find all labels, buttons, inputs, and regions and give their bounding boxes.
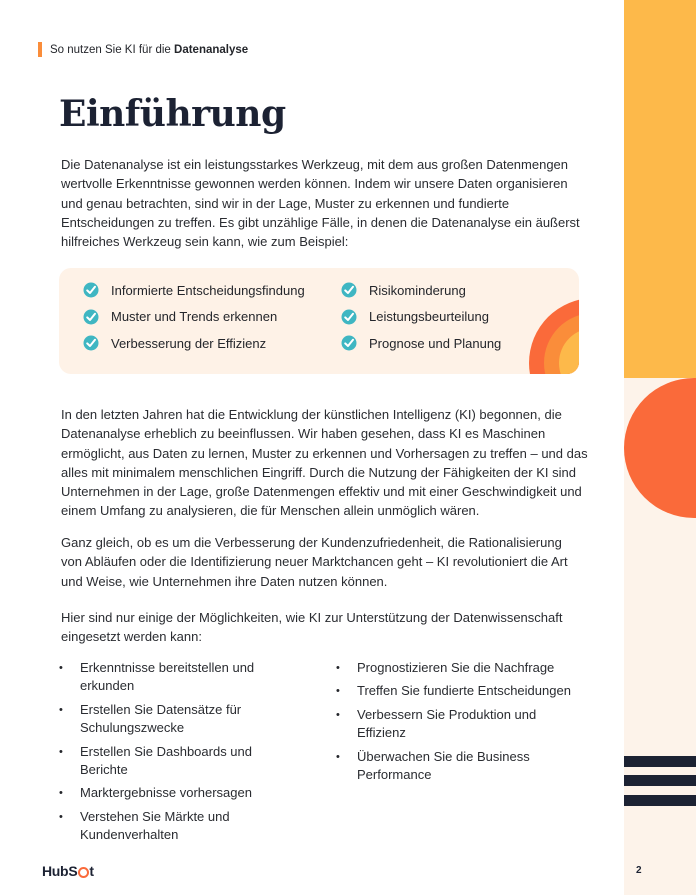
ai-paragraph: In den letzten Jahren hat die Entwicklung der künstlichen Intelligenz (KI) begonnen, die Datenanalyse erheblich zu beeinflussen. Wir haben gesehen, dass KI es Maschinen ermöglicht, aus Daten zu lernen, Muster zu erkennen und Vorhersagen zu treffen – und das alles mit minimalem menschlichen Eingriff. Durch die Nutzung der Fähigkeiten der KI sind Unternehmen in der Lage, große Datenmengen effektiv und mit einer Geschwindigkeit und einem Umfang zu analysieren, die für Menschen allein unmöglich wären.	[61, 407, 588, 519]
list-item: • Prognostizieren Sie die Nachfrage	[336, 659, 586, 677]
impact-paragraph: Ganz gleich, ob es um die Verbesserung der Kundenzufriedenheit, die Rationalisierung von Abläufen oder die Identifizierung neuer Marktchancen geht – KI revolutioniert die Art und Weise, wie Unternehmen ihre Daten nutzen können.	[61, 535, 568, 589]
header-accent-bar	[38, 42, 42, 57]
intro-paragraph: Die Datenanalyse ist ein leistungsstarkes Werkzeug, mit dem aus großen Datenmengen wertvolle Erkenntnisse gewonnen werden können. Indem wir unsere Daten organisieren und genau betrachten, sind wir in der Lage, Muster zu erkennen und fundierte Entscheidungen zu treffen. Es gibt unzählige Fälle, in denen die Datenanalyse ein äußerst hilfreiches Werkzeug sein kann, wie zum Beispiel:	[61, 157, 580, 250]
side-orange-arc	[624, 378, 696, 518]
check-icon	[83, 335, 99, 351]
stripe-3	[624, 795, 696, 806]
stripe-2	[624, 775, 696, 786]
logo-sprocket-icon	[78, 867, 89, 878]
list-item: • Erstellen Sie Datensätze für Schulungszwecke	[59, 701, 289, 738]
benefits-box	[59, 268, 579, 374]
check-icon	[341, 335, 357, 351]
check-icon	[341, 309, 357, 325]
list-item: • Erkenntnisse bereitstellen und erkunden	[59, 659, 289, 696]
list-item: • Treffen Sie fundierte Entscheidungen	[336, 682, 586, 700]
list-left	[59, 659, 289, 850]
header-bold: Datenanalyse	[174, 43, 249, 56]
stripe-1	[624, 756, 696, 767]
check-icon	[83, 309, 99, 325]
benefit-item: Muster und Trends erkennen	[83, 308, 341, 327]
list-item: • Verbessern Sie Produktion und Effizienz	[336, 706, 586, 743]
benefit-item: Verbesserung der Effizienz	[83, 334, 341, 353]
side-decoration	[624, 0, 696, 895]
check-icon	[341, 282, 357, 298]
header-prefix: So nutzen Sie KI für die	[50, 43, 171, 56]
list-item: • Überwachen Sie die Business Performance	[336, 748, 586, 785]
benefit-item: Informierte Entscheidungsfindung	[83, 281, 341, 300]
page-title: Einführung	[59, 93, 286, 135]
benefit-item: Risikominderung	[341, 281, 541, 300]
list-item: • Erstellen Sie Dashboards und Berichte	[59, 743, 289, 780]
benefit-item: Prognose und Planung	[341, 334, 541, 353]
list-item: • Verstehen Sie Märkte und Kundenverhalten	[59, 808, 289, 845]
benefit-item: Leistungsbeurteilung	[341, 308, 541, 327]
side-yellow-block	[624, 0, 696, 378]
check-icon	[83, 282, 99, 298]
benefits-grid	[83, 281, 541, 353]
running-header	[38, 42, 248, 57]
possibilities-paragraph: Hier sind nur einige der Möglichkeiten, wie KI zur Unterstützung der Datenwissenschaft eingesetzt werden kann:	[61, 610, 563, 645]
hubspot-logo: HubS t	[42, 863, 94, 879]
page-number: 2	[636, 865, 642, 876]
list-item: • Marktergebnisse vorhersagen	[59, 784, 289, 802]
list-right	[336, 659, 586, 789]
